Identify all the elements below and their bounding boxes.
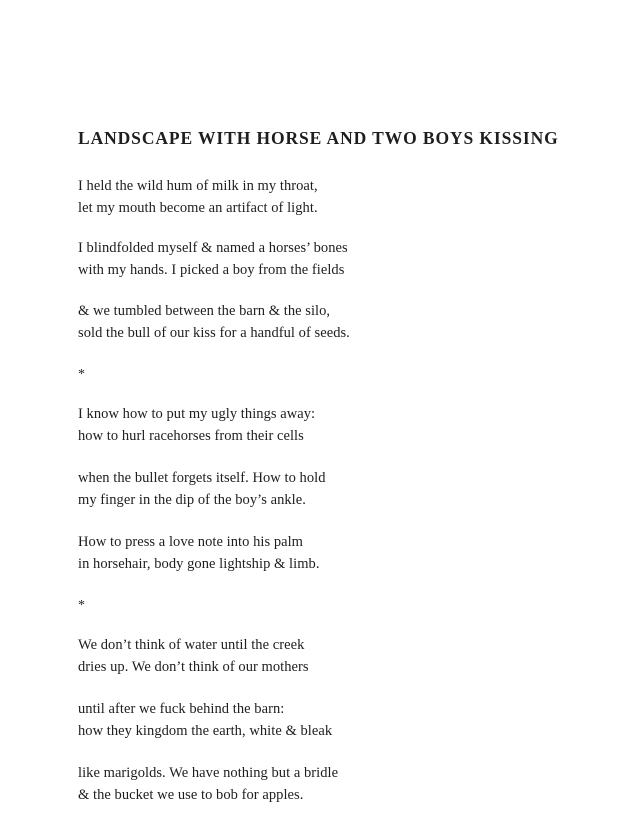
poem-line: like marigolds. We have nothing but a bridle [78, 765, 339, 781]
stanza-7 [78, 634, 309, 678]
poem-line: How to press a love note into his palm [78, 534, 304, 550]
section-break: * [78, 367, 85, 382]
poem-line: until after we fuck behind the barn: [78, 701, 285, 717]
stanza-8 [78, 698, 332, 742]
stanza-1 [78, 175, 318, 219]
stanza-9 [78, 762, 338, 806]
poem-line: sold the bull of our kiss for a handful of seeds. [78, 325, 350, 341]
poem-line: how they kingdom the earth, white & bleak [78, 723, 333, 739]
stanza-5 [78, 467, 326, 511]
stanza-3 [78, 300, 350, 344]
poem-line: I blindfolded myself & named a horses’ bones [78, 240, 348, 256]
stanza-4 [78, 403, 315, 447]
poem-line: in horsehair, body gone lightship & limb. [78, 556, 320, 572]
poem-line: how to hurl racehorses from their cells [78, 428, 304, 444]
poem-line: & the bucket we use to bob for apples. [78, 787, 304, 803]
poem-line: & we tumbled between the barn & the silo, [78, 303, 331, 319]
poem-line: I know how to put my ugly things away: [78, 406, 316, 422]
poem-title: LANDSCAPE WITH HORSE AND TWO BOYS KISSING [78, 128, 559, 148]
poem-line: We don’t think of water until the creek [78, 637, 305, 653]
poem-line: let my mouth become an artifact of light. [78, 200, 318, 216]
stanza-6 [78, 531, 320, 575]
poem-line: with my hands. I picked a boy from the fields [78, 262, 345, 278]
poem-line: my finger in the dip of the boy’s ankle. [78, 492, 306, 508]
section-break: * [78, 598, 85, 613]
poem-line: I held the wild hum of milk in my throat, [78, 178, 318, 194]
poem-line: when the bullet forgets itself. How to hold [78, 470, 326, 486]
stanza-2 [78, 237, 348, 281]
poem-line: dries up. We don’t think of our mothers [78, 659, 309, 675]
